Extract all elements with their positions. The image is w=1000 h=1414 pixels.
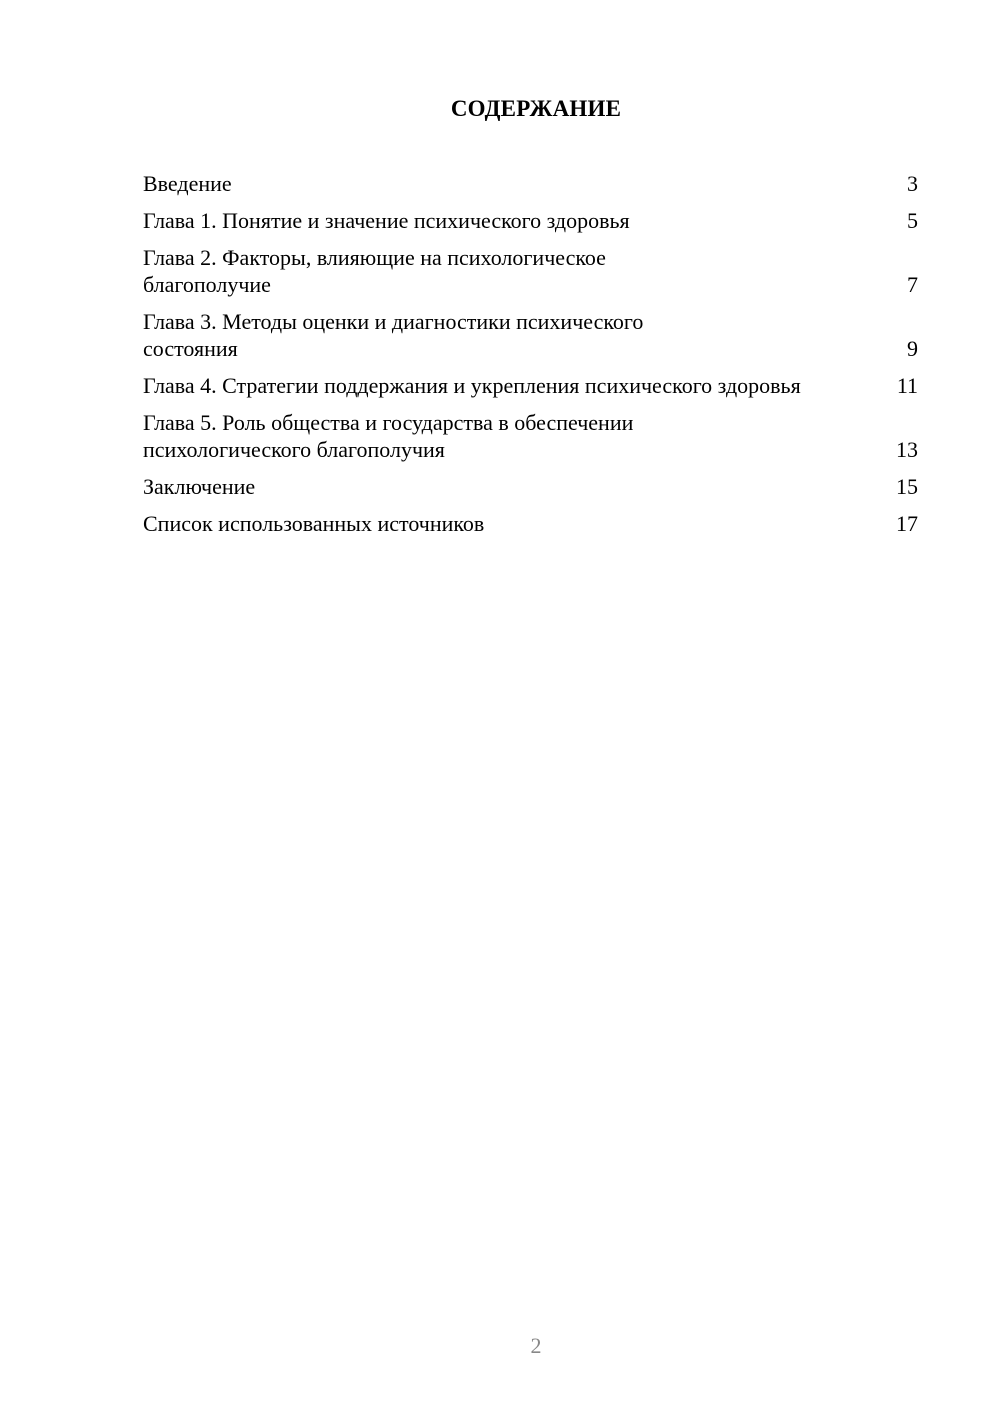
toc-entry-label: Список использованных источников [143,511,485,536]
toc-entry-chapter-4 [143,372,918,399]
toc-entry-conclusion [143,473,918,500]
toc-entry-page: 15 [896,474,918,499]
toc-entry-chapter-2 [143,244,918,298]
toc-entry-label: Глава 1. Понятие и значение психического здоровья [143,208,630,233]
toc-entry-label: Глава 4. Стратегии поддержания и укрепления психического здоровья [143,373,801,398]
toc-entry-label: Глава 3. Методы оценки и диагностики психического состояния [143,309,644,361]
toc-entry-page: 9 [907,336,918,361]
toc-entry-page: 11 [896,373,918,398]
toc-entry-label: Глава 2. Факторы, влияющие на психологическое благополучие [143,245,606,297]
toc-entry-page: 13 [896,437,918,462]
table-of-contents [143,170,918,547]
toc-title: СОДЕРЖАНИЕ [450,96,622,121]
toc-entry-introduction [143,170,918,197]
toc-entry-label: Введение [143,171,232,196]
toc-entry-label: Глава 5. Роль общества и государства в обеспечении психологического благополучия [143,410,634,462]
toc-entry-references [143,510,918,537]
toc-entry-chapter-1 [143,207,918,234]
toc-entry-label: Заключение [143,474,256,499]
page-number: 2 [530,1333,542,1358]
toc-entry-chapter-3 [143,308,918,362]
toc-entry-chapter-5 [143,409,918,463]
toc-entry-page: 7 [907,272,918,297]
toc-entry-page: 3 [907,171,918,196]
toc-entry-page: 5 [907,208,918,233]
toc-entry-page: 17 [896,511,918,536]
